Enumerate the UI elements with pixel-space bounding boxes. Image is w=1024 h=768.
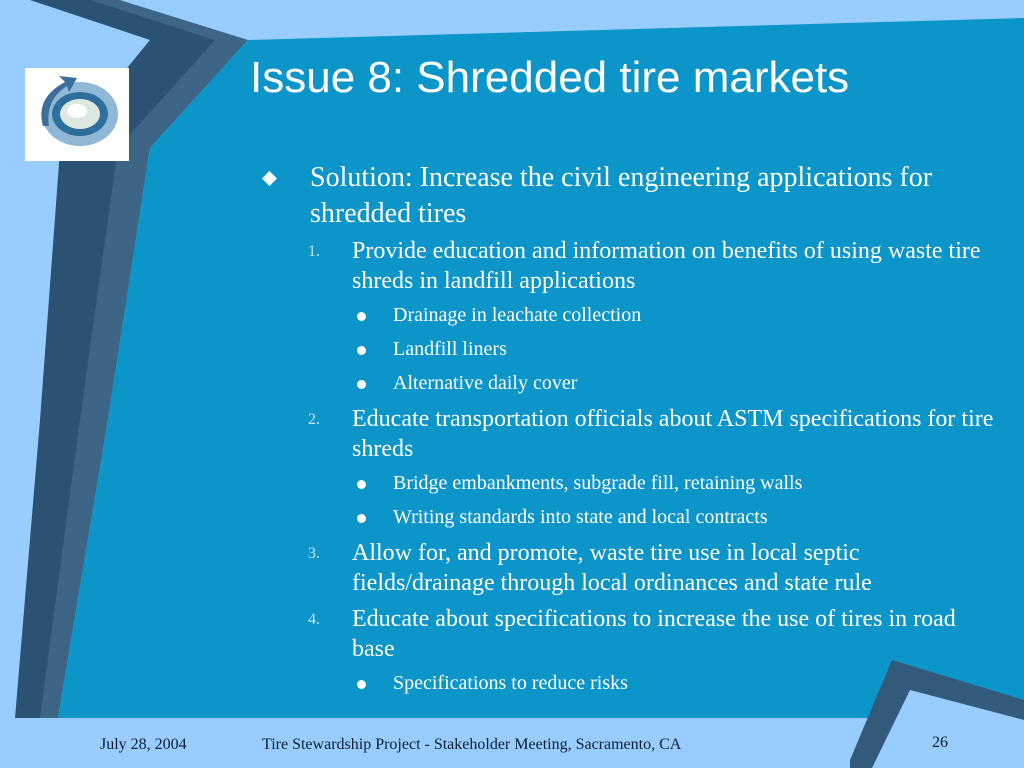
item-number: 1. <box>308 243 320 260</box>
sub-bullet-text: Specifications to reduce risks <box>393 672 628 694</box>
item-text: Educate transportation officials about ASTM specifications for tire shreds <box>352 406 994 462</box>
item-text: Allow for, and promote, waste tire use in local septic fields/drainage through local ordinances and state rule <box>352 540 872 596</box>
slide-title: Issue 8: Shredded tire markets <box>250 53 850 102</box>
sub-bullet <box>262 504 1002 530</box>
sub-bullet-text: Alternative daily cover <box>393 372 578 394</box>
sub-bullet <box>262 336 1002 362</box>
sub-bullet <box>262 470 1002 496</box>
item-text: Provide education and information on benefits of using waste tire shreds in landfill applications <box>352 238 981 294</box>
numbered-item-4 <box>262 604 1002 664</box>
footer-date: July 28, 2004 <box>100 736 187 753</box>
sub-bullet-text: Drainage in leachate collection <box>393 304 642 326</box>
item-number: 4. <box>308 611 320 628</box>
diamond-bullet-icon <box>262 171 277 186</box>
sub-bullet-text: Writing standards into state and local contracts <box>393 506 768 528</box>
item-number: 3. <box>308 545 320 562</box>
round-bullet-icon <box>357 514 366 523</box>
solution-text: Solution: Increase the civil engineering applications for shredded tires <box>310 162 933 229</box>
footer-event: Tire Stewardship Project - Stakeholder Meeting, Sacramento, CA <box>262 736 682 753</box>
numbered-item-1 <box>262 236 1002 296</box>
round-bullet-icon <box>357 680 366 689</box>
sub-bullet-text: Landfill liners <box>393 338 507 360</box>
sub-bullet <box>262 670 1002 696</box>
item-text: Educate about specifications to increase the use of tires in road base <box>352 606 956 662</box>
solution-item <box>262 160 1002 232</box>
slide-body <box>262 160 1002 704</box>
round-bullet-icon <box>357 480 366 489</box>
round-bullet-icon <box>357 346 366 355</box>
logo <box>25 68 129 161</box>
page-number: 26 <box>932 734 948 751</box>
round-bullet-icon <box>357 380 366 389</box>
item-number: 2. <box>308 411 320 428</box>
round-bullet-icon <box>357 312 366 321</box>
sub-bullet <box>262 302 1002 328</box>
sub-bullet <box>262 370 1002 396</box>
sub-bullet-text: Bridge embankments, subgrade fill, retaining walls <box>393 472 803 494</box>
numbered-item-3 <box>262 538 1002 598</box>
numbered-item-2 <box>262 404 1002 464</box>
